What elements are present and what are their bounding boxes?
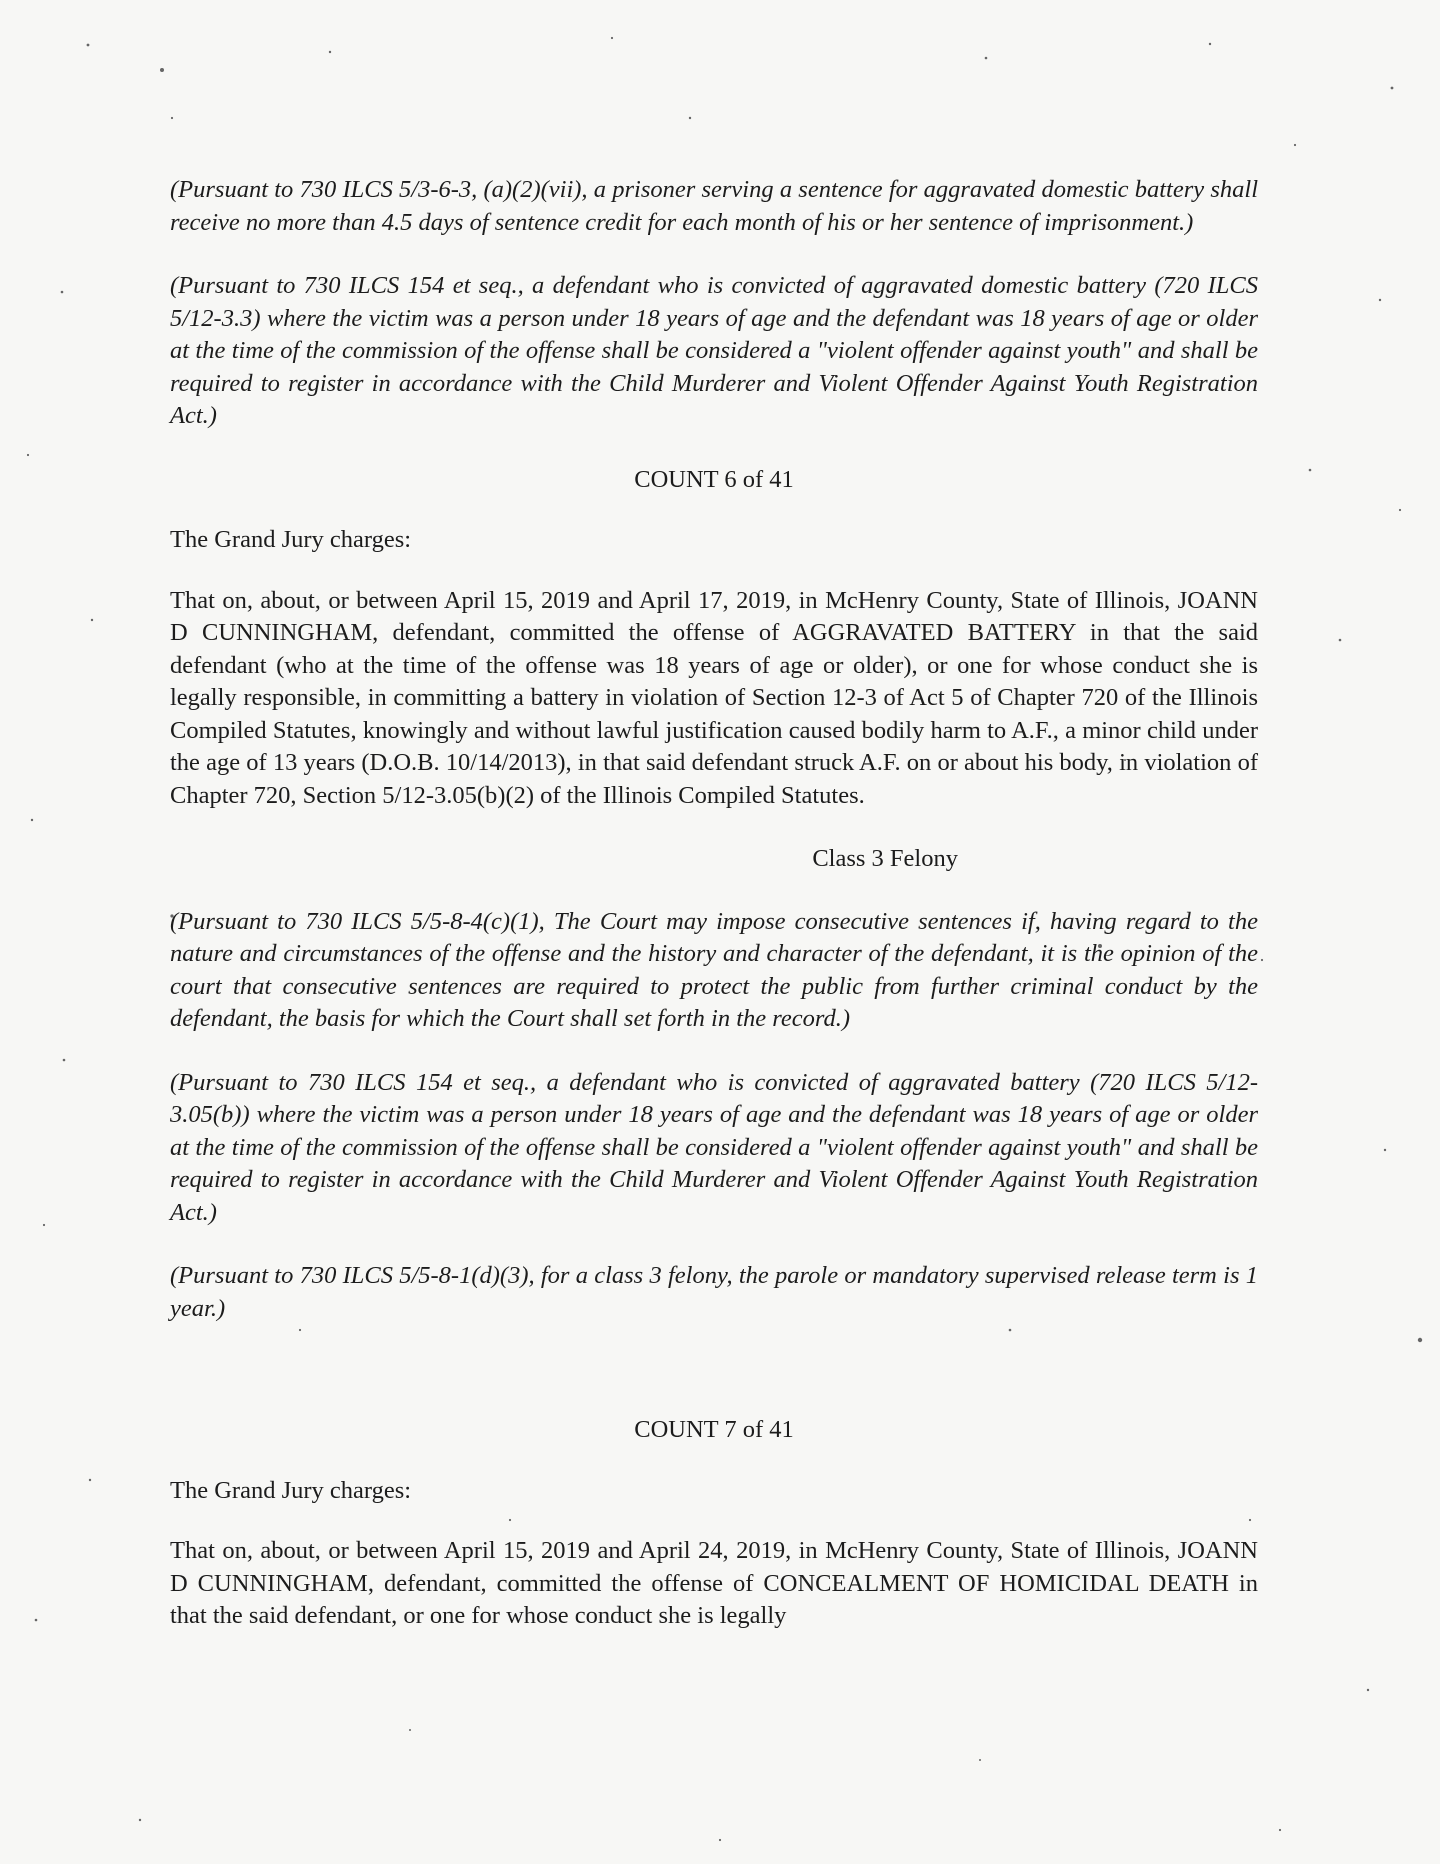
count-6-charge-body: That on, about, or between April 15, 2019 and April 17, 2019, in McHenry County, State of Illinois, JOANN D CUNNINGHAM, defendant, committed the offense of AGGRAVATED BATTERY in that the said defendant (who at the time of the offense was 18 years of age or older), or one for whose conduct she is legally responsible, in committing a battery in violation of Section 12-3 of Act 5 of Chapter 720 of the Illinois Compiled Statutes, knowingly and without lawful justification caused bodily harm to A.F., a minor child under the age of 13 years (D.O.B. 10/14/2013), in that said defendant struck A.F. on or about his body, in violation of Chapter 720, Section 5/12-3.05(b)(2) of the Illinois Compiled Statutes. <box>170 586 1258 809</box>
sentence-credit-note: (Pursuant to 730 ILCS 5/3-6-3, (a)(2)(vii), a prisoner serving a sentence for aggravated domestic battery shall receive no more than 4.5 days of sentence credit for each month of his or her sentence of imprisonment.) <box>170 176 1258 236</box>
count-6-parole-note: (Pursuant to 730 ILCS 5/5-8-1(d)(3), for a class 3 felony, the parole or mandatory supervised release term is 1 year.) <box>170 1262 1258 1322</box>
count-6-consecutive-sentence-note: (Pursuant to 730 ILCS 5/5-8-4(c)(1), The Court may impose consecutive sentences if, having regard to the nature and circumstances of the offense and the history and character of the defendant, it is the opinion of the court that consecutive sentences are required to protect the public from further criminal conduct by the defendant, the basis for which the Court shall set forth in the record.) <box>170 907 1258 1032</box>
count-6-felony-class: Class 3 Felony <box>812 845 958 872</box>
document-body <box>170 174 1258 1664</box>
count-6-registration-note: (Pursuant to 730 ILCS 154 et seq., a defendant who is convicted of aggravated battery (720 ILCS 5/12-3.05(b)) where the victim was a person under 18 years of age and the defendant was 18 years of age or older at the time of the commission of the offense shall be considered a "violent offender against youth" and shall be required to register in accordance with the Child Murderer and Violent Offender Against Youth Registration Act.) <box>170 1068 1258 1226</box>
count-7-heading: COUNT 7 of 41 <box>634 1416 794 1443</box>
count-7-charge-body: That on, about, or between April 15, 2019 and April 24, 2019, in McHenry County, State of Illinois, JOANN D CUNNINGHAM, defendant, committed the offense of CONCEALMENT OF HOMICIDAL DEATH in that the said defendant, or one for whose conduct she is legally <box>170 1537 1258 1629</box>
count-7-charges-label: The Grand Jury charges: <box>170 1476 412 1504</box>
registration-note-domestic-battery: (Pursuant to 730 ILCS 154 et seq., a defendant who is convicted of aggravated domestic battery (720 ILCS 5/12-3.3) where the victim was a person under 18 years of age and the defendant was 18 years of age or older at the time of the commission of the offense shall be considered a "violent offender against youth" and shall be required to register in accordance with the Child Murderer and Violent Offender Against Youth Registration Act.) <box>170 272 1258 429</box>
count-6-charges-label: The Grand Jury charges: <box>170 526 412 553</box>
section-spacer <box>170 1356 1258 1414</box>
count-6-heading: COUNT 6 of 41 <box>634 465 794 493</box>
